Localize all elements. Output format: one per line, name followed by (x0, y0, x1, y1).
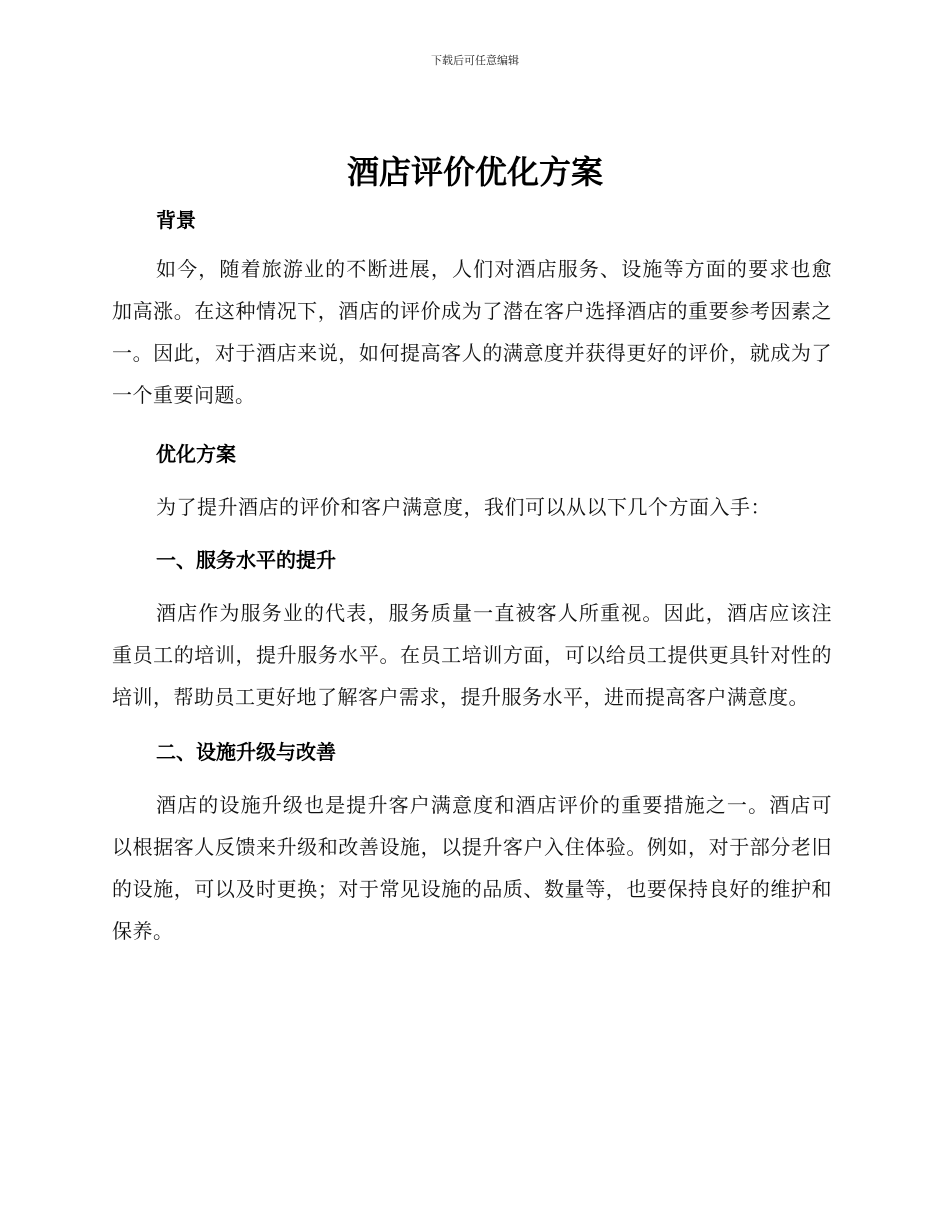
section-paragraph-service: 酒店作为服务业的代表，服务质量一直被客人所重视。因此，酒店应该注重员工的培训，提升服务水平。在员工培训方面，可以给员工提供更具针对性的培训，帮助员工更好地了解客户需求，提升服务水平，进而提高客户满意度。 (112, 601, 832, 709)
section-paragraph-facilities: 酒店的设施升级也是提升客户满意度和酒店评价的重要措施之一。酒店可以根据客人反馈来升级和改善设施，以提升客户入住体验。例如，对于部分老旧的设施，可以及时更换；对于常见设施的品质、数量等，也要保持良好的维护和保养。 (112, 793, 832, 943)
section-heading-facilities: 二、设施升级与改善 (156, 740, 336, 764)
section-heading-background: 背景 (156, 208, 196, 232)
section-heading-optimization: 优化方案 (156, 442, 236, 466)
document-body (112, 200, 832, 952)
section-paragraph-background: 如今，随着旅游业的不断进展，人们对酒店服务、设施等方面的要求也愈加高涨。在这种情况下，酒店的评价成为了潜在客户选择酒店的重要参考因素之一。因此，对于酒店来说，如何提高客人的满意度并获得更好的评价，就成为了一个重要问题。 (112, 257, 832, 407)
section-heading-service: 一、服务水平的提升 (156, 548, 336, 572)
page-title: 酒店评价优化方案 (346, 153, 603, 191)
section-paragraph-optimization: 为了提升酒店的评价和客户满意度，我们可以从以下几个方面入手： (156, 495, 771, 519)
header-note: 下载后可任意编辑 (431, 54, 519, 67)
